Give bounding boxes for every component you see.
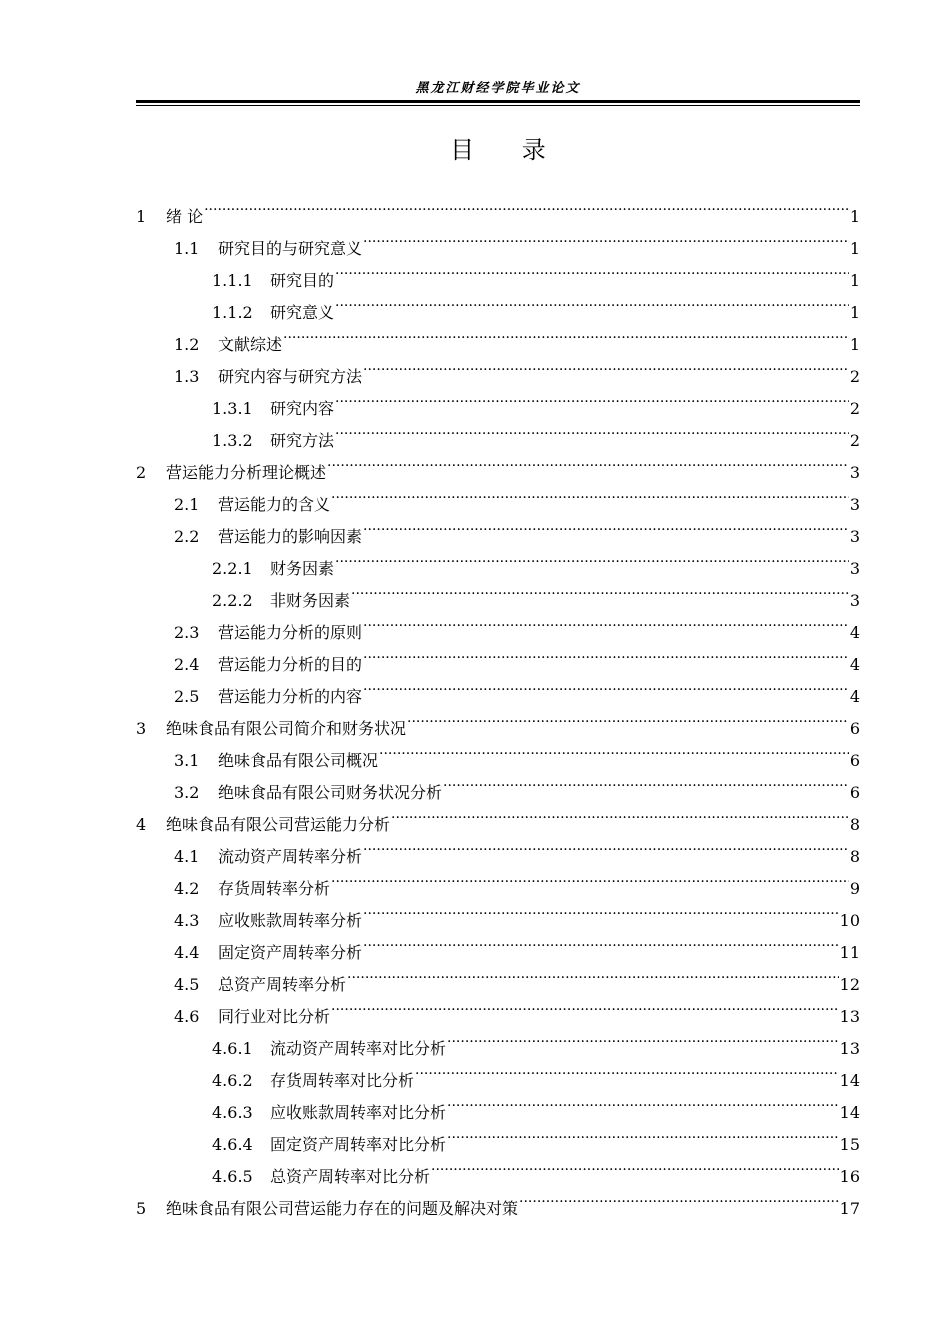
toc-entry-number: 1.3.2 (212, 431, 253, 450)
toc-entry-label: 存货周转率对比分析 (270, 1071, 415, 1090)
toc-entry-number: 1.2 (174, 335, 200, 354)
toc-entry-label: 文献综述 (218, 335, 283, 354)
toc-entry-page: 2 (849, 431, 860, 450)
toc-entry-number: 2.3 (174, 623, 200, 642)
toc-entry-page: 4 (849, 623, 860, 642)
toc-entry-number: 4.6.4 (212, 1135, 253, 1154)
toc-leader-dots (363, 222, 849, 254)
toc-entry-number: 4.6.1 (212, 1039, 253, 1058)
toc-entry-label: 研究内容与研究方法 (218, 367, 363, 386)
toc-entry-label: 固定资产周转率分析 (218, 943, 363, 962)
toc-leader-dots (283, 318, 849, 350)
header-rule-thick (136, 100, 860, 103)
toc-entry-number: 3.2 (174, 783, 200, 802)
toc-entry-number: 2.1 (174, 495, 200, 514)
toc-entry-number: 1.3 (174, 367, 200, 386)
toc-entry-number: 5 (136, 1199, 147, 1218)
toc-entry-number: 4.4 (174, 943, 200, 962)
toc-entry-number: 2.2.1 (212, 559, 253, 578)
toc-leader-dots (407, 702, 849, 734)
toc-entry-page: 3 (849, 527, 860, 546)
toc-leader-dots (443, 766, 849, 798)
toc-leader-dots (335, 542, 849, 574)
toc-entry-label: 应收账款周转率对比分析 (270, 1103, 447, 1122)
toc-entry-label: 研究目的与研究意义 (218, 239, 363, 258)
toc-entry-label: 存货周转率分析 (218, 879, 331, 898)
toc-leader-dots (391, 798, 849, 830)
toc-entry-page: 13 (839, 1039, 860, 1058)
toc-entry-page: 3 (849, 463, 860, 482)
toc-entry-label: 营运能力分析的内容 (218, 687, 363, 706)
toc-leader-dots (335, 414, 849, 446)
toc-entry-page: 8 (849, 815, 860, 834)
toc-entry-page: 15 (839, 1135, 860, 1154)
toc-entry-page: 14 (839, 1071, 860, 1090)
toc-leader-dots (363, 510, 849, 542)
toc-entry-number: 3.1 (174, 751, 200, 770)
toc-entry-number: 4 (136, 815, 147, 834)
toc-entry-label: 非财务因素 (270, 591, 351, 610)
toc-entry[interactable] (136, 190, 860, 226)
toc-entry-page: 4 (849, 687, 860, 706)
toc-entry-label: 营运能力分析的原则 (218, 623, 363, 642)
toc-leader-dots (447, 1086, 839, 1118)
toc-entry-page: 16 (839, 1167, 860, 1186)
toc-entry-number: 4.1 (174, 847, 200, 866)
toc-entry-label: 研究方法 (270, 431, 335, 450)
toc-entry-label: 绪 论 (166, 207, 204, 226)
toc-entry-label: 营运能力分析的目的 (218, 655, 363, 674)
toc-entry-page: 8 (849, 847, 860, 866)
toc-entry-number: 4.6 (174, 1007, 200, 1026)
toc-leader-dots (415, 1054, 839, 1086)
toc-entry-label: 同行业对比分析 (218, 1007, 331, 1026)
toc-entry-number: 4.6.2 (212, 1071, 253, 1090)
toc-entry-page: 1 (849, 303, 860, 322)
toc-entry-number: 1.1 (174, 239, 200, 258)
toc-leader-dots (363, 830, 849, 862)
toc-entry-number: 2.5 (174, 687, 200, 706)
toc-entry-number: 2 (136, 463, 147, 482)
toc-entry-page: 6 (849, 719, 860, 738)
toc-entry-page: 2 (849, 367, 860, 386)
toc-entry-label: 营运能力的含义 (218, 495, 331, 514)
header-rule-thin (136, 105, 860, 106)
toc-entry-number: 1.3.1 (212, 399, 253, 418)
toc-entry-page: 3 (849, 495, 860, 514)
toc-leader-dots (351, 574, 849, 606)
toc-leader-dots (335, 254, 849, 286)
toc-leader-dots (363, 606, 849, 638)
toc-leader-dots (331, 862, 849, 894)
toc-leader-dots (379, 734, 849, 766)
toc-entry-page: 13 (839, 1007, 860, 1026)
toc-leader-dots (204, 190, 849, 222)
toc-entry-label: 财务因素 (270, 559, 335, 578)
toc-entry-number: 2.2 (174, 527, 200, 546)
toc-entry-page: 6 (849, 751, 860, 770)
toc-entry-label: 总资产周转率分析 (218, 975, 347, 994)
toc-entry-number: 1.1.2 (212, 303, 253, 322)
toc-leader-dots (519, 1182, 839, 1214)
toc-entry-page: 6 (849, 783, 860, 802)
toc-entry-label: 绝味食品有限公司财务状况分析 (218, 783, 443, 802)
toc-entry-page: 1 (849, 239, 860, 258)
toc-entry-number: 2.2.2 (212, 591, 253, 610)
toc-entry-number: 4.6.5 (212, 1167, 253, 1186)
toc-leader-dots (447, 1118, 839, 1150)
toc-title: 目 录 (450, 136, 546, 164)
toc-leader-dots (431, 1150, 839, 1182)
toc-entry-number: 2.4 (174, 655, 200, 674)
toc-entry-page: 17 (839, 1199, 860, 1218)
toc-entry-page: 1 (849, 207, 860, 226)
toc-entry-number: 1 (136, 207, 147, 226)
toc-entry-label: 研究意义 (270, 303, 335, 322)
toc-entry-label: 绝味食品有限公司概况 (218, 751, 379, 770)
toc-entry-label: 营运能力的影响因素 (218, 527, 363, 546)
toc-leader-dots (363, 350, 849, 382)
toc-entry-number: 1.1.1 (212, 271, 253, 290)
toc-leader-dots (331, 990, 839, 1022)
toc-entry-page: 1 (849, 335, 860, 354)
toc-entry-label: 流动资产周转率分析 (218, 847, 363, 866)
toc-leader-dots (347, 958, 839, 990)
toc-entry-label: 绝味食品有限公司营运能力存在的问题及解决对策 (166, 1199, 519, 1218)
toc-leader-dots (335, 286, 849, 318)
toc-entry-number: 4.2 (174, 879, 200, 898)
toc-entry-page: 10 (839, 911, 860, 930)
toc-leader-dots (447, 1022, 839, 1054)
toc-entry-number: 4.3 (174, 911, 200, 930)
toc-entry-label: 研究目的 (270, 271, 335, 290)
toc-entry-number: 4.5 (174, 975, 200, 994)
table-of-contents (136, 190, 860, 1218)
toc-entry-label: 流动资产周转率对比分析 (270, 1039, 447, 1058)
toc-entry-number: 4.6.3 (212, 1103, 253, 1122)
toc-leader-dots (363, 638, 849, 670)
toc-entry-label: 固定资产周转率对比分析 (270, 1135, 447, 1154)
toc-entry-label: 绝味食品有限公司简介和财务状况 (166, 719, 407, 738)
running-header: 黑龙江财经学院毕业论文 (415, 81, 581, 96)
toc-entry-page: 1 (849, 271, 860, 290)
toc-entry-label: 研究内容 (270, 399, 335, 418)
toc-entry-page: 2 (849, 399, 860, 418)
toc-leader-dots (331, 478, 849, 510)
toc-entry-page: 9 (849, 879, 860, 898)
toc-entry-page: 12 (839, 975, 860, 994)
toc-entry-label: 营运能力分析理论概述 (166, 463, 327, 482)
toc-leader-dots (363, 894, 839, 926)
toc-entry[interactable] (136, 222, 860, 258)
toc-entry-label: 绝味食品有限公司营运能力分析 (166, 815, 391, 834)
toc-entry-page: 3 (849, 559, 860, 578)
toc-entry-label: 应收账款周转率分析 (218, 911, 363, 930)
toc-leader-dots (363, 670, 849, 702)
toc-entry-page: 3 (849, 591, 860, 610)
toc-entry-number: 3 (136, 719, 147, 738)
toc-leader-dots (363, 926, 839, 958)
toc-entry-page: 11 (839, 943, 860, 962)
toc-entry-label: 总资产周转率对比分析 (270, 1167, 431, 1186)
toc-entry-page: 14 (839, 1103, 860, 1122)
toc-leader-dots (335, 382, 849, 414)
toc-leader-dots (327, 446, 849, 478)
toc-entry-page: 4 (849, 655, 860, 674)
